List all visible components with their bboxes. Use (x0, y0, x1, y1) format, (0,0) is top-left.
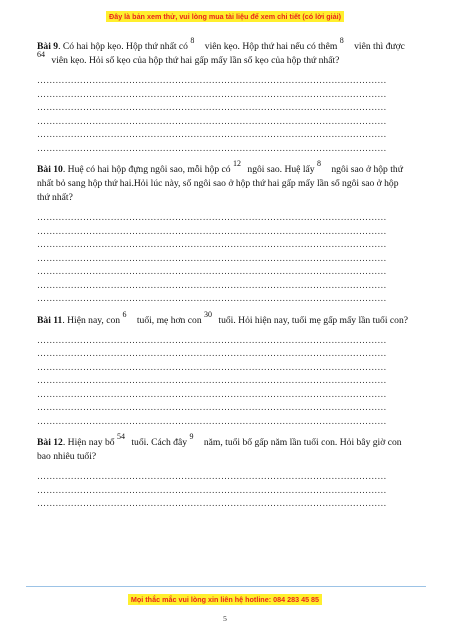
problem-text (37, 36, 409, 68)
problem-label: Bài 12 (37, 437, 63, 448)
number-value: 30 (204, 309, 213, 319)
answer-dotted-line: …………………………………………………………………………………………………… (37, 212, 387, 222)
raised-number (204, 309, 216, 323)
raised-number (116, 432, 129, 445)
footer-divider (26, 586, 426, 587)
answer-dotted-line: …………………………………………………………………………………………………… (37, 334, 387, 345)
raised-number (316, 159, 329, 172)
answer-dotted-line: …………………………………………………………………………………………………… (37, 239, 387, 249)
problem-block (37, 432, 409, 519)
answer-dotted-line: …………………………………………………………………………………………………… (37, 252, 387, 263)
problem-text-segment: tuổi, mẹ hơn con (134, 314, 205, 326)
problem-block (37, 309, 409, 437)
problem-text-segment: viên kẹo. Hộp thứ hai nếu có thêm (202, 41, 340, 52)
raised-number (122, 309, 134, 323)
problem-text-segment: . Huệ có hai hộp đựng ngôi sao, mỗi hộp có (62, 164, 233, 175)
answer-dotted-line: …………………………………………………………………………………………………… (37, 361, 387, 372)
problem-text-segment: ngôi sao ở hộp thứ nhất bỏ sang hộp thứ hai.Hỏi lúc này, số ngôi sao ở hộp thứ hai gấp mấy lần số ngôi sao ở hộp thứ nhất? (37, 164, 403, 203)
answer-dotted-line: …………………………………………………………………………………………………… (37, 102, 387, 112)
problem-text-segment: viên thì được (351, 41, 405, 52)
page-number: 5 (223, 614, 227, 623)
answer-dotted-line: …………………………………………………………………………………………………… (37, 498, 387, 508)
raised-number (339, 36, 352, 49)
problem-text-segment: . Hiện nay, con (62, 314, 123, 326)
problem-block (37, 159, 409, 314)
answer-dotted-line: …………………………………………………………………………………………………… (37, 142, 387, 153)
answer-dotted-line: …………………………………………………………………………………………………… (37, 388, 387, 399)
number-value: 9 (189, 432, 194, 441)
number-value: 64 (37, 50, 45, 59)
problem-text-segment: ngôi sao. Huệ lấy (245, 164, 317, 175)
answer-dotted-line: …………………………………………………………………………………………………… (37, 402, 387, 412)
problem-text-segment: . Hiện nay bố (62, 437, 117, 448)
answer-dotted-line: …………………………………………………………………………………………………… (37, 484, 387, 495)
answer-dotted-line: …………………………………………………………………………………………………… (37, 88, 387, 99)
answer-dotted-line: …………………………………………………………………………………………………… (37, 348, 387, 358)
answer-dotted-line: …………………………………………………………………………………………………… (37, 279, 387, 290)
answer-dotted-line: …………………………………………………………………………………………………… (37, 75, 387, 85)
raised-number (233, 159, 245, 172)
answer-dotted-line: …………………………………………………………………………………………………… (37, 225, 387, 236)
number-value: 8 (339, 36, 344, 45)
raised-number (189, 432, 201, 445)
raised-number (37, 50, 49, 63)
hotline-banner: Mọi thắc mắc vui lòng xin liên hệ hotline: 084 283 45 85 (0, 595, 450, 604)
problem-text-segment: tuổi. Cách đây (128, 437, 190, 448)
problem-text-segment: năm, tuổi bố gấp năm lần tuổi con. Hỏi bây giờ con bao nhiêu tuổi? (37, 437, 402, 462)
problem-text (37, 432, 409, 464)
raised-number (190, 36, 202, 49)
problems-list (37, 36, 409, 519)
answer-dotted-line: …………………………………………………………………………………………………… (37, 375, 387, 385)
number-value: 6 (122, 309, 127, 319)
answer-dotted-line: …………………………………………………………………………………………………… (37, 266, 387, 276)
problem-label: Bài 9 (37, 41, 59, 52)
answer-dotted-line: …………………………………………………………………………………………………… (37, 115, 387, 126)
number-value: 12 (233, 159, 241, 168)
problem-block (37, 36, 409, 163)
problem-text (37, 309, 409, 328)
problem-label: Bài 11 (37, 314, 63, 326)
preview-banner: Đây là bản xem thử, vui lòng mua tài liệu để xem chi tiết (có lời giải) (0, 12, 450, 21)
problem-text-segment: tuổi. Hỏi hiện nay, tuổi mẹ gấp mấy lần tuổi con? (216, 314, 409, 326)
problem-text-segment: . Có hai hộp kẹo. Hộp thứ nhất có (58, 41, 191, 52)
answer-dotted-line: …………………………………………………………………………………………………… (37, 129, 387, 139)
number-value: 8 (316, 159, 321, 168)
number-value: 54 (116, 432, 125, 441)
answer-dotted-line: …………………………………………………………………………………………………… (37, 471, 387, 481)
number-value: 8 (190, 36, 195, 45)
answer-dotted-line: …………………………………………………………………………………………………… (37, 293, 387, 303)
problem-text (37, 159, 409, 205)
problem-label: Bài 10 (37, 164, 63, 175)
answer-dotted-line: …………………………………………………………………………………………………… (37, 415, 387, 426)
problem-text-segment: viên kẹo. Hỏi số kẹo của hộp thứ hai gấp mấy lần số kẹo của hộp thứ nhất? (49, 55, 340, 66)
